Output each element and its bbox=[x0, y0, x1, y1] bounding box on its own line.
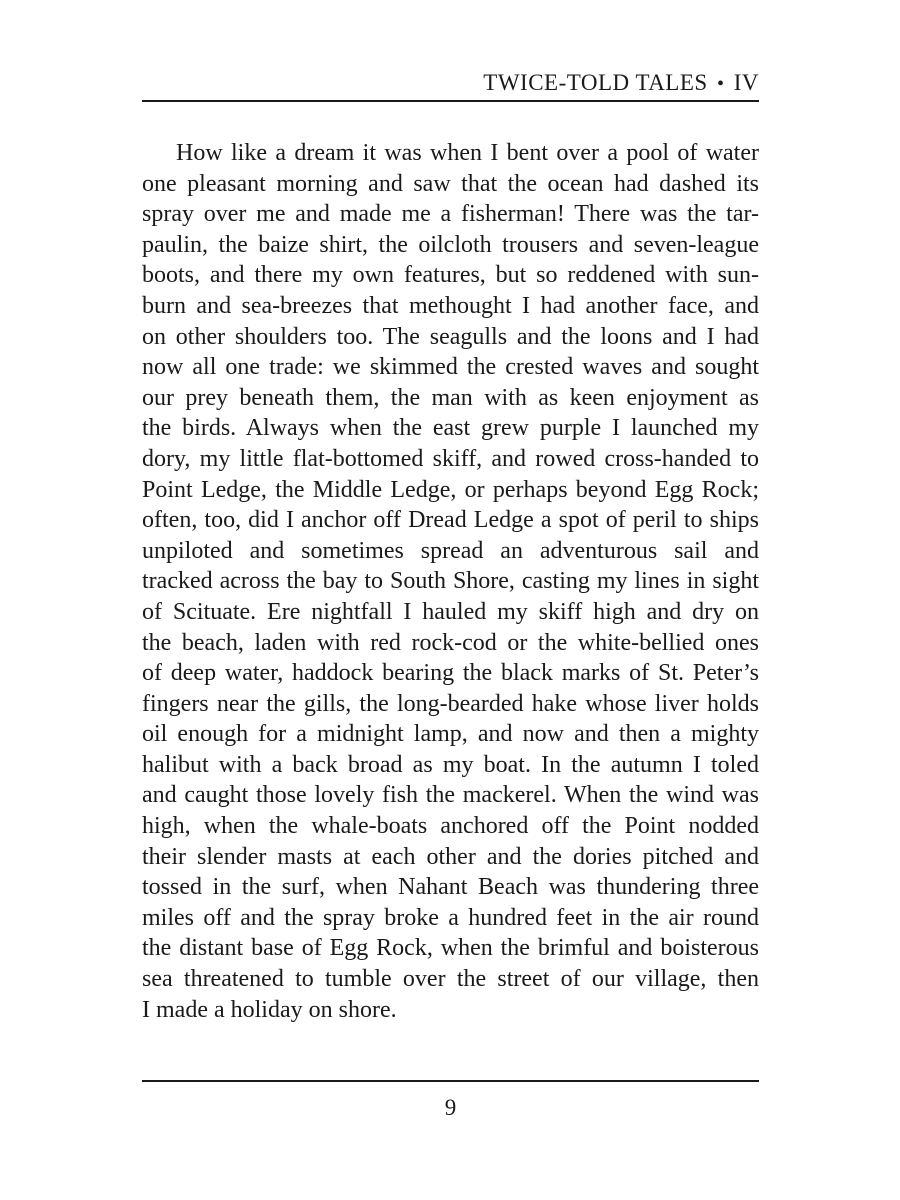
text-line: on other shoulders too. The seagulls and the loons and I had bbox=[142, 323, 759, 350]
text-line: burn and sea-breezes that methought I had another face, and bbox=[142, 292, 759, 319]
text-line: the birds. Always when the east grew purple I launched my bbox=[142, 415, 759, 442]
text-line: unpiloted and sometimes spread an adventurous sail and bbox=[142, 537, 759, 564]
text-line: one pleasant morning and saw that the ocean had dashed its bbox=[142, 170, 759, 197]
text-line: our prey beneath them, the man with as keen enjoyment as bbox=[142, 384, 759, 411]
text-line: halibut with a back broad as my boat. In the autumn I toled bbox=[142, 751, 759, 778]
text-line: of Scituate. Ere nightfall I hauled my skiff high and dry on bbox=[142, 598, 759, 625]
text-line: paulin, the baize shirt, the oilcloth trousers and seven-league bbox=[142, 231, 759, 258]
page-number: 9 bbox=[444, 1095, 457, 1120]
text-line: I made a holiday on shore. bbox=[142, 996, 397, 1023]
running-head-chapter: IV bbox=[733, 70, 759, 95]
running-head bbox=[142, 68, 759, 99]
text-line: spray over me and made me a fisherman! There was the tar- bbox=[142, 201, 759, 228]
text-line: How like a dream it was when I bent over a pool of water bbox=[176, 140, 759, 166]
text-line: tossed in the surf, when Nahant Beach was thundering three bbox=[142, 874, 759, 901]
text-line: the distant base of Egg Rock, when the brimful and boisterous bbox=[142, 935, 759, 962]
text-line: often, too, did I anchor off Dread Ledge a spot of peril to ships bbox=[142, 507, 759, 534]
footer-rule bbox=[142, 1080, 759, 1082]
text-line: high, when the whale-boats anchored off the Point nodded bbox=[142, 813, 759, 840]
text-line: tracked across the bay to South Shore, casting my lines in sight bbox=[142, 568, 759, 595]
text-line: miles off and the spray broke a hundred feet in the air round bbox=[142, 904, 759, 931]
text-line: dory, my little flat-bottomed skiff, and rowed cross-handed to bbox=[142, 445, 759, 472]
running-head-separator: • bbox=[716, 73, 725, 95]
text-line: fingers near the gills, the long-bearded hake whose liver holds bbox=[142, 690, 759, 717]
running-head-title: TWICE-TOLD TALES bbox=[483, 70, 708, 95]
text-line: oil enough for a midnight lamp, and now and then a mighty bbox=[142, 721, 759, 748]
header-rule bbox=[142, 100, 759, 102]
text-line: and caught those lovely fish the mackerel. When the wind was bbox=[142, 782, 759, 809]
text-line: Point Ledge, the Middle Ledge, or perhaps beyond Egg Rock; bbox=[142, 476, 759, 503]
text-line: of deep water, haddock bearing the black marks of St. Peter’s bbox=[142, 660, 759, 687]
body-paragraph bbox=[142, 138, 759, 1025]
text-line: boots, and there my own features, but so reddened with sun- bbox=[142, 262, 759, 289]
text-line: now all one trade: we skimmed the crested waves and sought bbox=[142, 354, 759, 381]
text-line: sea threatened to tumble over the street of our village, then bbox=[142, 966, 759, 993]
text-line: the beach, laden with red rock-cod or the white-bellied ones bbox=[142, 629, 759, 656]
text-line: their slender masts at each other and the dories pitched and bbox=[142, 843, 759, 870]
